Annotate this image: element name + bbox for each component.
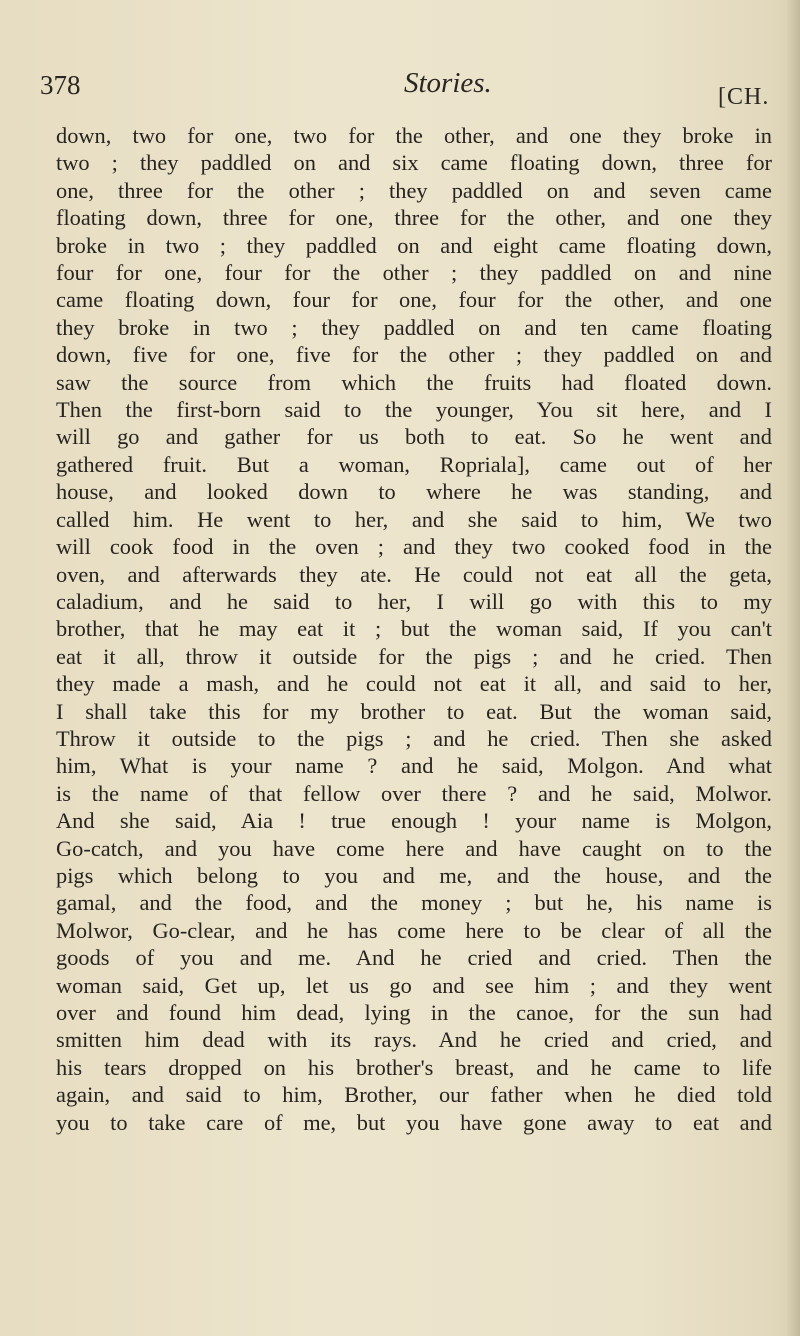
- text-line-37: you to take care of me, but you have gone away to eat and: [56, 1109, 772, 1135]
- text-line-22: I shall take this for my brother to eat. But the woman said,: [56, 698, 772, 724]
- text-line-3: one, three for the other ; they paddled on and seven came: [56, 177, 772, 203]
- text-line-11: Then the first-born said to the younger, You sit here, and I: [56, 397, 772, 423]
- text-line-31: goods of you and me. And he cried and cried. Then the: [56, 945, 772, 971]
- text-line-25: is the name of that fellow over there ? and he said, Molwor.: [56, 780, 772, 806]
- text-line-21: they made a mash, and he could not eat it all, and said to her,: [56, 671, 772, 697]
- text-line-1: down, two for one, two for the other, and one they broke in: [56, 123, 772, 148]
- text-line-18: caladium, and he said to her, I will go with this to my: [56, 588, 772, 614]
- paragraph: [56, 122, 772, 1136]
- text-line-6: four for one, four for the other ; they paddled on and nine: [56, 260, 772, 286]
- text-line-34: smitten him dead with its rays. And he cried and cried, and: [56, 1027, 772, 1053]
- text-line-2: two ; they paddled on and six came floating down, three for: [56, 150, 772, 176]
- text-line-29: gamal, and the food, and the money ; but he, his name is: [56, 890, 772, 916]
- body-text: [56, 122, 772, 1136]
- text-line-35: his tears dropped on his brother's breast, and he came to life: [56, 1054, 772, 1080]
- page-number: 378: [40, 70, 81, 100]
- text-line-20: eat it all, throw it outside for the pigs ; and he cried. Then: [56, 643, 772, 669]
- text-line-7: came floating down, four for one, four for the other, and one: [56, 287, 772, 313]
- text-line-30: Molwor, Go-clear, and he has come here to be clear of all the: [56, 917, 772, 943]
- chapter-mark: [CH.: [718, 84, 770, 110]
- text-line-8: they broke in two ; they paddled on and ten came floating: [56, 314, 772, 340]
- text-line-24: him, What is your name ? and he said, Molgon. And what: [56, 753, 772, 779]
- text-line-4: floating down, three for one, three for the other, and one they: [56, 205, 772, 231]
- text-line-19: brother, that he may eat it ; but the woman said, If you can't: [56, 616, 772, 642]
- page-header: [40, 62, 770, 112]
- text-line-12: will go and gather for us both to eat. So he went and: [56, 424, 772, 450]
- text-line-9: down, five for one, five for the other ; they paddled on and: [56, 342, 772, 368]
- text-line-17: oven, and afterwards they ate. He could not eat all the geta,: [56, 561, 772, 587]
- text-line-26: And she said, Aia ! true enough ! your name is Molgon,: [56, 808, 772, 834]
- text-line-13: gathered fruit. But a woman, Ropriala], came out of her: [56, 451, 772, 477]
- text-line-5: broke in two ; they paddled on and eight came floating down,: [56, 232, 772, 258]
- text-line-16: will cook food in the oven ; and they two cooked food in the: [56, 534, 772, 560]
- text-line-28: pigs which belong to you and me, and the house, and the: [56, 862, 772, 888]
- text-line-32: woman said, Get up, let us go and see him ; and they went: [56, 972, 772, 998]
- text-line-36: again, and said to him, Brother, our father when he died told: [56, 1082, 772, 1108]
- running-title: Stories.: [404, 67, 492, 99]
- text-line-27: Go-catch, and you have come here and have caught on to the: [56, 835, 772, 861]
- page-edge-shadow: [786, 0, 800, 1336]
- text-line-23: Throw it outside to the pigs ; and he cried. Then she asked: [56, 725, 772, 751]
- text-line-14: house, and looked down to where he was standing, and: [56, 479, 772, 505]
- text-line-10: saw the source from which the fruits had floated down.: [56, 369, 772, 395]
- text-line-33: over and found him dead, lying in the canoe, for the sun had: [56, 1000, 772, 1025]
- text-line-15: called him. He went to her, and she said to him, We two: [56, 506, 772, 532]
